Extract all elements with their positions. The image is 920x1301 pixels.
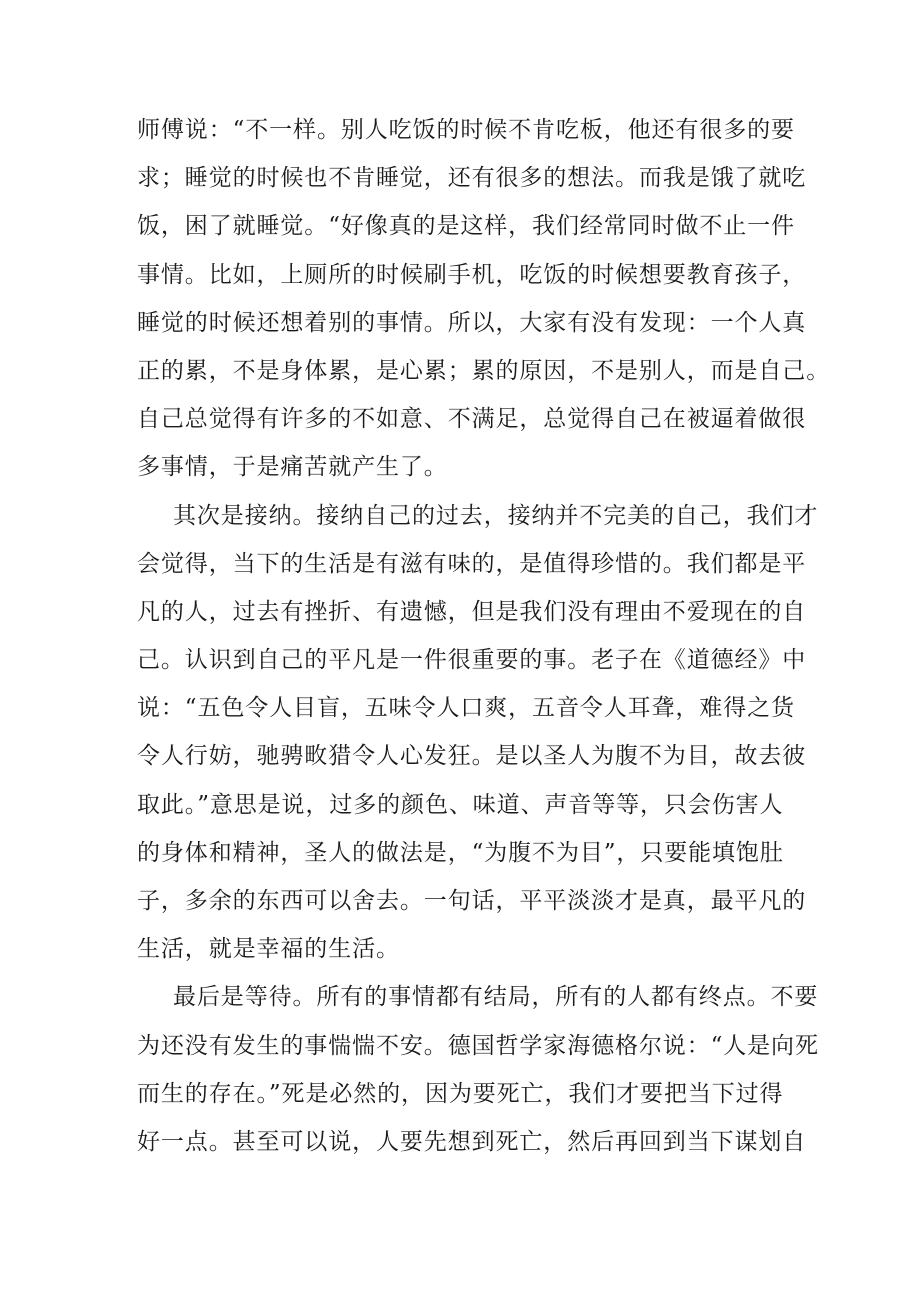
document-body — [137, 106, 831, 1166]
text-line: 而生的存在。”死是必然的，因为要死亡，我们才要把当下过得 — [137, 1080, 784, 1107]
paragraph-3 — [137, 973, 819, 1166]
text-line: 睡觉的时候还想着别的事情。所以，大家有没有发现：一个人真 — [137, 309, 807, 336]
text-line: 饭，困了就睡觉。“好像真的是这样，我们经常同时做不止一件 — [137, 213, 795, 240]
paragraph-1 — [137, 106, 831, 492]
text-line: 会觉得，当下的生活是有滋有味的，是值得珍惜的。我们都是平 — [137, 550, 807, 577]
text-line: 自己总觉得有许多的不如意、不满足，总觉得自己在被逼着做很 — [137, 406, 807, 433]
text-line: 其次是接纳。接纳自己的过去，接纳并不完美的自己，我们才 — [173, 502, 819, 529]
text-line: 凡的人，过去有挫折、有遗憾，但是我们没有理由不爱现在的自 — [137, 598, 807, 625]
text-line: 最后是等待。所有的事情都有结局，所有的人都有终点。不要 — [173, 984, 819, 1011]
text-line: 说：“五色令人目盲，五味令人口爽，五音令人耳聋，难得之货 — [137, 695, 795, 722]
text-line: 正的累，不是身体累，是心累；累的原因，不是别人，而是自己。 — [137, 357, 831, 384]
text-line: 好一点。甚至可以说，人要先想到死亡，然后再回到当下谋划自 — [137, 1128, 807, 1155]
text-line: 己。认识到自己的平凡是一件很重要的事。老子在《道德经》中 — [137, 647, 807, 674]
paragraph-2 — [137, 492, 819, 974]
text-line: 求；睡觉的时候也不肯睡觉，还有很多的想法。而我是饿了就吃 — [137, 165, 807, 192]
text-line: 令人行妨，驰骋畋猎令人心发狂。是以圣人为腹不为目，故去彼 — [137, 743, 807, 770]
text-line: 生活，就是幸福的生活。 — [137, 936, 400, 963]
text-line: 子，多余的东西可以舍去。一句话，平平淡淡才是真，最平凡的 — [137, 888, 807, 914]
text-line: 的身体和精神，圣人的做法是，“为腹不为目”，只要能填饱肚 — [137, 839, 784, 866]
text-line: 取此。”意思是说，过多的颜色、味道、声音等等，只会伤害人 — [137, 791, 784, 818]
text-line: 事情。比如，上厕所的时候刷手机，吃饭的时候想要教育孩子， — [137, 261, 807, 288]
text-line: 为还没有发生的事惴惴不安。德国哲学家海德格尔说：“人是向死 — [137, 1032, 819, 1059]
text-line: 师傅说：“不一样。别人吃饭的时候不肯吃板，他还有很多的要 — [137, 117, 795, 143]
text-line: 多事情，于是痛苦就产生了。 — [137, 454, 448, 481]
